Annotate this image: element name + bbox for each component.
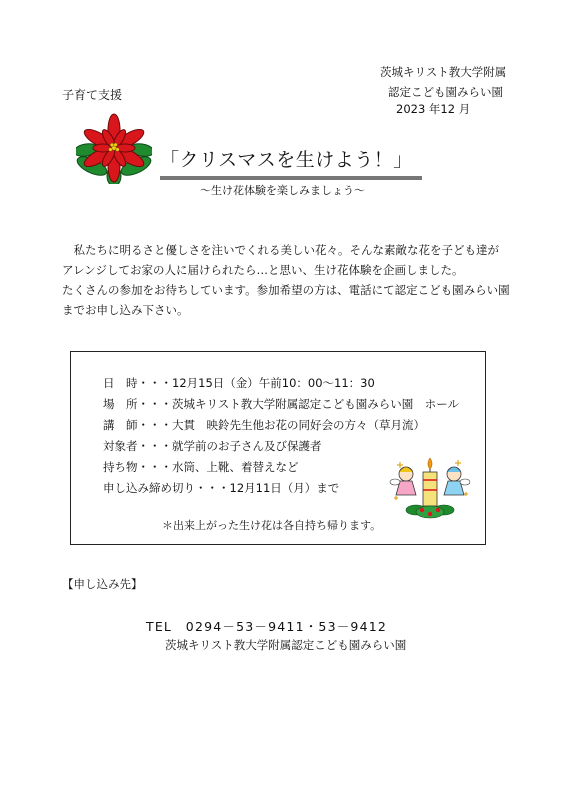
detail-belongings: 持ち物・・・水筒、上靴、着替えなど (103, 460, 299, 474)
contact-phone: TEL 0294－53－9411・53－9412 (146, 619, 388, 634)
detail-instructor: 講 師・・・大貫 映鈴先生他お花の同好会の方々（草月流） (103, 418, 425, 432)
detail-location: 場 所・・・茨城キリスト教大学附属認定こども園みらい園 ホール (103, 397, 460, 411)
detail-datetime: 日 時・・・12月15日（金）午前10：00～11：30 (103, 376, 375, 390)
candle-angels-illustration (386, 452, 474, 522)
page-title: 「クリスマスを生けよう！」 (160, 145, 422, 180)
org-name-line2: 認定こども園みらい園 (388, 85, 503, 99)
contact-heading: 【申し込み先】 (62, 577, 143, 591)
intro-paragraph (62, 240, 532, 320)
contact-organization: 茨城キリスト教大学附属認定こども園みらい園 (165, 638, 407, 652)
takeaway-note: ＊出来上がった生け花は各自持ち帰ります。 (162, 519, 382, 532)
intro-line: 私たちに明るさと優しさを注いでくれる美しい花々。そんな素敵な花を子ども達が (62, 243, 499, 257)
intro-line: までお申し込み下さい。 (62, 303, 189, 317)
intro-line: たくさんの参加をお待ちしています。参加希望の方は、電話にて認定こども園みらい園 (62, 283, 510, 297)
category-label: 子育て支援 (62, 88, 123, 102)
page-subtitle: ～生け花体験を楽しみましょう～ (200, 184, 365, 197)
issue-date: 2023 年12 月 (396, 102, 471, 116)
poinsettia-icon (76, 108, 152, 184)
detail-audience: 対象者・・・就学前のお子さん及び保護者 (103, 439, 322, 453)
org-name-line1: 茨城キリスト教大学附属 (380, 65, 507, 79)
intro-line: アレンジしてお家の人に届けられたら…と思い、生け花体験を企画しました。 (62, 263, 464, 277)
detail-deadline: 申し込み締め切り・・・12月11日（月）まで (103, 481, 340, 495)
